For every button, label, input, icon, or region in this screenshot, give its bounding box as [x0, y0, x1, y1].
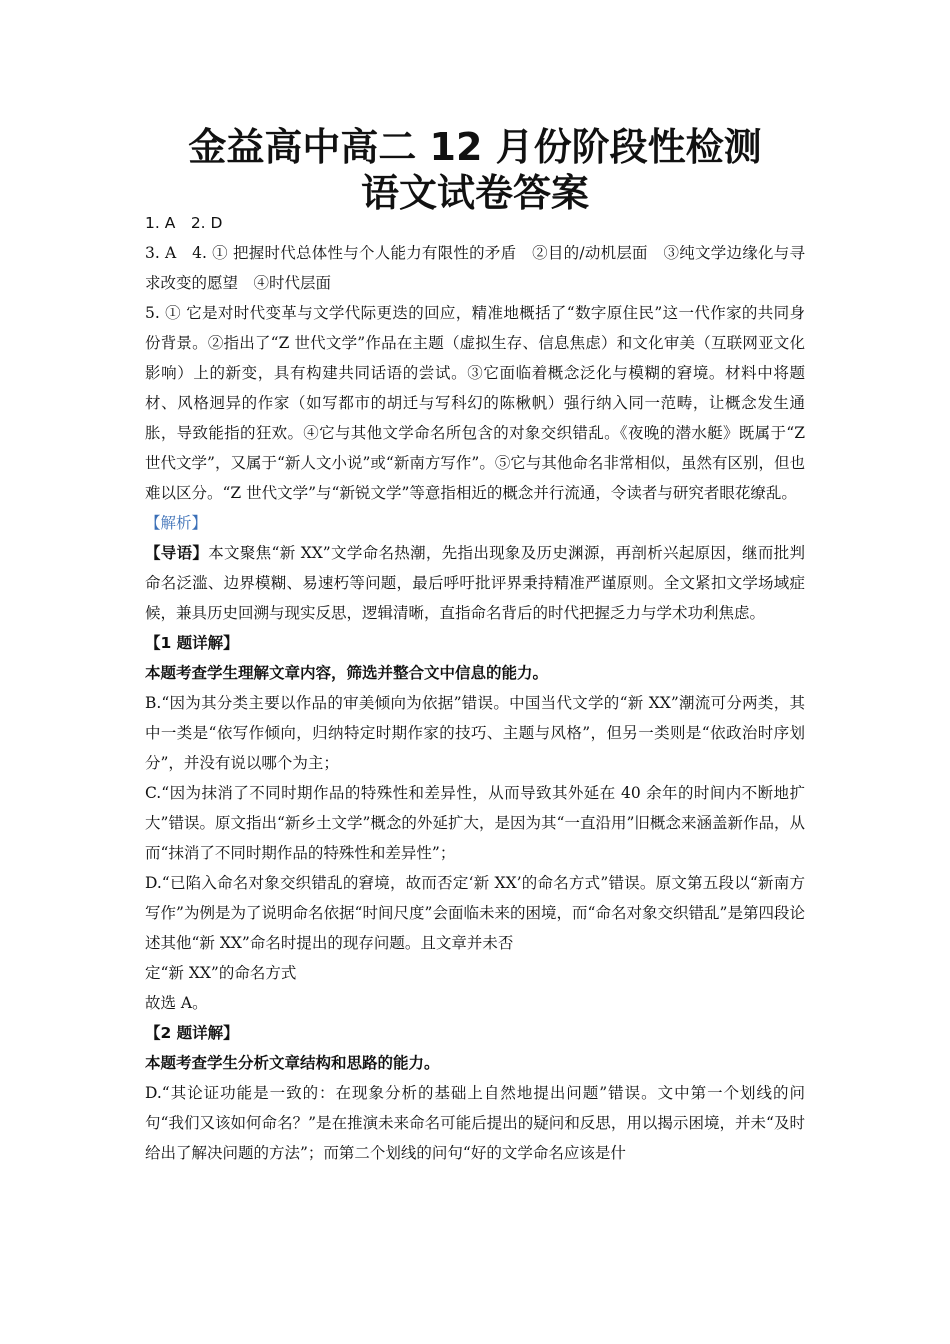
- answer-body: [145, 208, 805, 1168]
- q1-option-b: B.“因为其分类主要以作品的审美倾向为依据”错误。中国当代文学的“新 XX”潮流可分两类，其中一类是“依写作倾向，归纳特定时期作家的技巧、主题与风格”，但另一类则是“依政治时序划分”，并没有说以哪个为主；: [145, 694, 805, 772]
- q1-heading: 【1 题详解】: [145, 634, 239, 652]
- q1-option-d: D.“已陷入命名对象交织错乱的窘境，故而否定‘新 XX’的命名方式”错误。原文第五段以“新南方写作”为例是为了说明命名依据“时间尺度”会面临未来的困境，而“命名对象交织错乱”是第四段论述其他“新 XX”命名时提出的现存问题。且文章并未否: [145, 874, 805, 952]
- q1-option-d-tail: 定“新 XX”的命名方式: [145, 964, 297, 982]
- guide-text: 本文聚焦“新 XX”文学命名热潮，先指出现象及历史渊源，再剖析兴起原因，继而批判命名泛滥、边界模糊、易速朽等问题，最后呼吁批评界秉持精准严谨原则。全文紧扣文学场域症候，兼具历史回溯与现实反思，逻辑清晰，直指命名背后的时代把握乏力与学术功利焦虑。: [145, 544, 805, 622]
- answer-3-4: 3. A 4. ① 把握时代总体性与个人能力有限性的矛盾 ②目的/动机层面 ③纯文学边缘化与寻求改变的愿望 ④时代层面: [145, 244, 805, 292]
- guide-paragraph: [145, 538, 805, 628]
- q2-option-d: D.“其论证功能是一致的：在现象分析的基础上自然地提出问题”错误。文中第一个划线的问句“我们又该如何命名？”是在推演未来命名可能后提出的疑问和反思，用以揭示困境，并未“及时给出了解决问题的方法”；而第二个划线的问句“好的文学命名应该是什: [145, 1084, 805, 1162]
- answer-5: 5. ① 它是对时代变革与文学代际更迭的回应，精准地概括了“数字原住民”这一代作家的共同身份背景。②指出了“Z 世代文学”作品在主题（虚拟生存、信息焦虑）和文化审美（互联网亚文化影响）上的新变，具有构建共同话语的尝试。③它面临着概念泛化与模糊的窘境。材料中将题材、风格迥异的作家（如写都市的胡迁与写科幻的陈楸帆）强行纳入同一范畴，让概念发生通胀，导致能指的狂欢。④它与其他文学命名所包含的对象交织错乱。《夜晚的潜水艇》既属于“Z 世代文学”，又属于“新人文小说”或“新南方写作”。⑤它与其他命名非常相似，虽然有区别，但也难以区分。“Z 世代文学”与“新锐文学”等意指相近的概念并行流通，令读者与研究者眼花缭乱。: [145, 304, 805, 502]
- q2-heading: 【2 题详解】: [145, 1024, 239, 1042]
- title-line-1: 金益高中高二 12 月份阶段性检测: [188, 125, 762, 169]
- analysis-label: 【解析】: [145, 514, 208, 532]
- q1-option-c: C.“因为抹消了不同时期作品的特殊性和差异性，从而导致其外延在 40 余年的时间内不断地扩大”错误。原文指出“新乡土文学”概念的外延扩大，是因为其“一直沿用”旧概念来涵盖新作品，从而“抹消了不同时期作品的特殊性和差异性”；: [145, 784, 805, 862]
- guide-label: 【导语】: [145, 544, 209, 562]
- q1-focus: 本题考查学生理解文章内容，筛选并整合文中信息的能力。: [145, 664, 549, 682]
- q2-focus: 本题考查学生分析文章结构和思路的能力。: [145, 1054, 440, 1072]
- q1-choice: 故选 A。: [145, 994, 208, 1012]
- answer-1-2: 1. A 2. D: [145, 214, 223, 232]
- title-line-2: 语文试卷答案: [360, 171, 589, 215]
